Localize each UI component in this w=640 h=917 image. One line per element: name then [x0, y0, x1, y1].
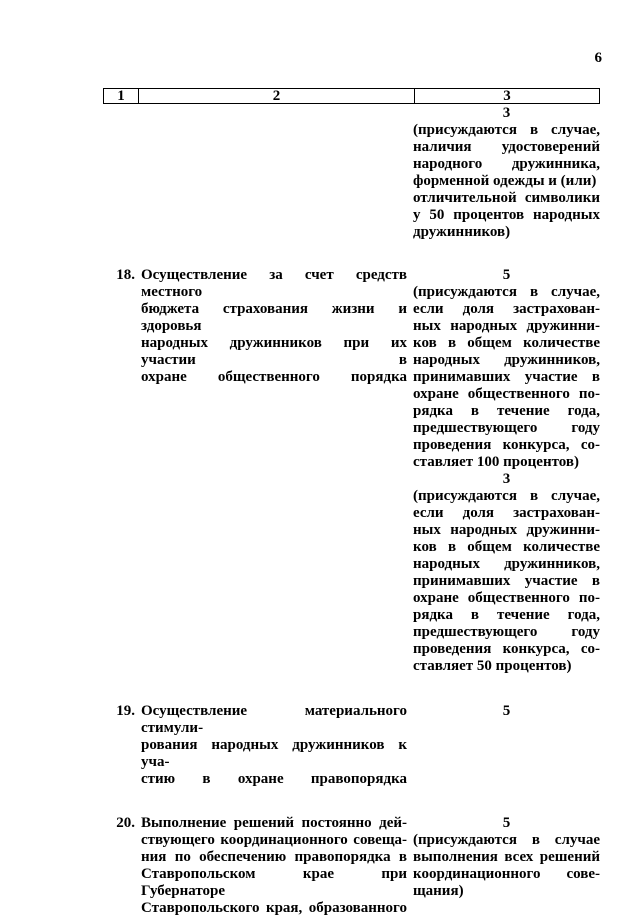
criterion-line: Ставропольском крае при Губернаторе	[141, 866, 407, 899]
table-row	[103, 703, 600, 788]
points-note-line: координационного сове-	[413, 866, 600, 882]
column-header-3: 3	[415, 89, 600, 104]
points-score: 5	[502, 267, 511, 283]
points-note-line: форменной одежды и (или)	[413, 173, 597, 189]
points-note-line: охране общественного по-	[413, 590, 600, 606]
points-note-line: охране общественного по-	[413, 386, 600, 402]
criterion-line: рования народных дружинников к уча-	[141, 737, 407, 770]
points-note-line: дружинников)	[413, 224, 511, 240]
points-note-line: рядка в течение года,	[413, 607, 600, 623]
points-score: 5	[502, 703, 511, 719]
table-row	[103, 267, 600, 675]
points-note-line: народных дружинников,	[413, 556, 600, 572]
points-note-line: ков в общем количестве	[413, 335, 600, 351]
points-note-line: наличия удостоверений	[413, 139, 600, 155]
points-note-line: (присуждаются в случае,	[413, 488, 600, 504]
criterion-line: Выполнение решений постоянно дей-	[141, 815, 407, 831]
points-note-line: предшествующего году	[413, 624, 600, 640]
page-number: 6	[594, 50, 602, 66]
points-note-line: принимавших участие в	[413, 369, 600, 385]
points-note-line: если доля застрахован-	[413, 301, 600, 317]
criterion-line: ния по обеспечению правопорядка в	[141, 849, 407, 865]
points-note-line: у 50 процентов народных	[413, 207, 600, 223]
criterion-line: охране общественного порядка	[141, 369, 407, 385]
points-note-line: ных народных дружинни-	[413, 522, 600, 538]
criterion-line: Ставропольского края, образованного	[141, 900, 407, 916]
criterion-line: народных дружинников при их участии в	[141, 335, 407, 368]
criterion-line: бюджета страхования жизни и здоровья	[141, 301, 407, 334]
table-header	[103, 88, 600, 104]
row-number: 20.	[116, 815, 135, 831]
points-note-line: ставляет 50 процентов)	[413, 658, 572, 674]
points-score: 5	[502, 815, 511, 831]
points-note-line: ставляет 100 процентов)	[413, 454, 579, 470]
points-cell	[413, 267, 600, 675]
criterion-line: стию в охране правопорядка	[141, 771, 407, 787]
criterion-cell	[141, 267, 413, 675]
points-note-line: (присуждаются в случае	[413, 832, 600, 848]
table-row	[103, 815, 600, 917]
points-cell	[413, 703, 600, 788]
points-note-line: если доля застрахован-	[413, 505, 600, 521]
column-header-1: 1	[104, 89, 139, 104]
row-number: 19.	[116, 703, 135, 719]
points-note-line: народного дружинника,	[413, 156, 600, 172]
points-note-line: проведения конкурса, со-	[413, 437, 600, 453]
criterion-cell	[141, 703, 413, 788]
points-note-line: ков в общем количестве	[413, 539, 600, 555]
points-note-line: народных дружинников,	[413, 352, 600, 368]
criterion-line: Осуществление материального стимули-	[141, 703, 407, 736]
points-note-line: принимавших участие в	[413, 573, 600, 589]
criterion-line: Осуществление за счет средств местного	[141, 267, 407, 300]
points-note-line: проведения конкурса, со-	[413, 641, 600, 657]
criteria-table-body	[103, 105, 600, 917]
points-score: 3	[502, 105, 511, 121]
points-note-line: выполнения всех решений	[413, 849, 600, 865]
row-number: 18.	[116, 267, 135, 283]
points-note-line: ных народных дружинни-	[413, 318, 600, 334]
points-note-line: (присуждаются в случае,	[413, 122, 600, 138]
points-note-line: рядка в течение года,	[413, 403, 600, 419]
continuation-row	[103, 105, 600, 241]
points-note-line: отличительной символики	[413, 190, 600, 206]
column-header-2: 2	[139, 89, 415, 104]
points-note-line: (присуждаются в случае,	[413, 284, 600, 300]
points-cell	[413, 815, 600, 917]
points-note-line: предшествующего году	[413, 420, 600, 436]
points-note-line: щания)	[413, 883, 464, 899]
points-score: 3	[502, 471, 511, 487]
criterion-cell	[141, 815, 413, 917]
points-cell	[413, 105, 600, 241]
criterion-line: ствующего координационного совеща-	[141, 832, 407, 848]
